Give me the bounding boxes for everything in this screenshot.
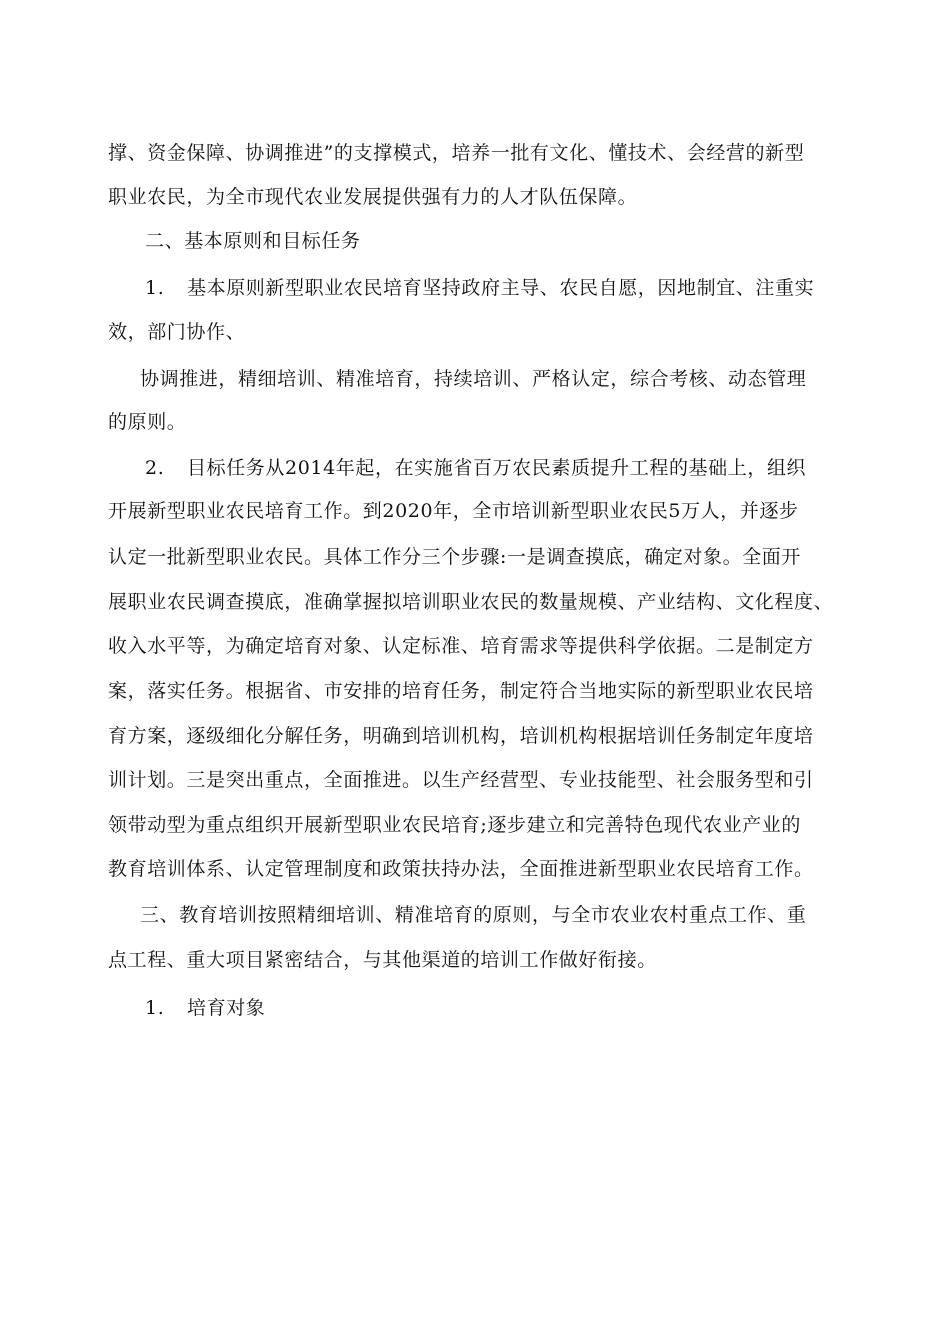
text-line: 领带动型为重点组织开展新型职业农民培育;逐步建立和完善特色现代农业产业的 (108, 814, 802, 836)
text-line: 的原则。 (108, 411, 187, 433)
text-line: 训计划。三是突出重点，全面推进。以生产经营型、专业技能型、社会服务型和引 (108, 769, 814, 791)
text-line: 教育培训体系、认定管理制度和政策扶持办法，全面推进新型职业农民培育工作。 (108, 858, 814, 880)
text-line: 案，落实任务。根据省、市安排的培育任务，制定符合当地实际的新型职业农民培 (108, 680, 814, 702)
numbered-item: 1. 培育对象 (145, 997, 266, 1019)
text-line: 育方案，逐级细化分解任务，明确到培训机构，培训机构根据培训任务制定年度培 (108, 725, 814, 747)
section-heading: 三、教育培训按照精细培训、精准培育的原则，与全市农业农村重点工作、重 (140, 904, 807, 926)
text-line: 收入水平等，为确定培育对象、认定标准、培育需求等提供科学依据。二是制定方 (108, 635, 814, 657)
text-line: 撑、资金保障、协调推进”的支撑模式，培养一批有文化、懂技术、会经营的新型 (108, 142, 805, 164)
text-line: 开展新型职业农民培育工作。到2020年，全市培训新型职业农民5万人，并逐步 (108, 500, 799, 522)
text-line: 协调推进，精细培训、精准培育，持续培训、严格认定，综合考核、动态管理 (140, 368, 807, 390)
item-number: 1. (145, 997, 165, 1019)
numbered-item: 1. 基本原则新型职业农民培育坚持政府主导、农民自愿，因地制宜、注重实 (145, 277, 815, 299)
text-line: 职业农民，为全市现代农业发展提供强有力的人才队伍保障。 (108, 186, 638, 208)
text-line: 展职业农民调查摸底，准确掌握拟培训职业农民的数量规模、产业结构、文化程度、 (108, 591, 834, 613)
text-line: 点工程、重大项目紧密结合，与其他渠道的培训工作做好衔接。 (108, 949, 657, 971)
item-number: 2. (145, 457, 165, 479)
item-number: 1. (145, 277, 165, 299)
text-line: 效，部门协作、 (108, 321, 246, 343)
numbered-item: 2. 目标任务从2014年起，在实施省百万农民素质提升工程的基础上，组织 (145, 457, 807, 479)
text-line: 认定一批新型职业农民。具体工作分三个步骤:一是调查摸底，确定对象。全面开 (108, 546, 802, 568)
section-heading: 二、基本原则和目标任务 (145, 230, 361, 252)
